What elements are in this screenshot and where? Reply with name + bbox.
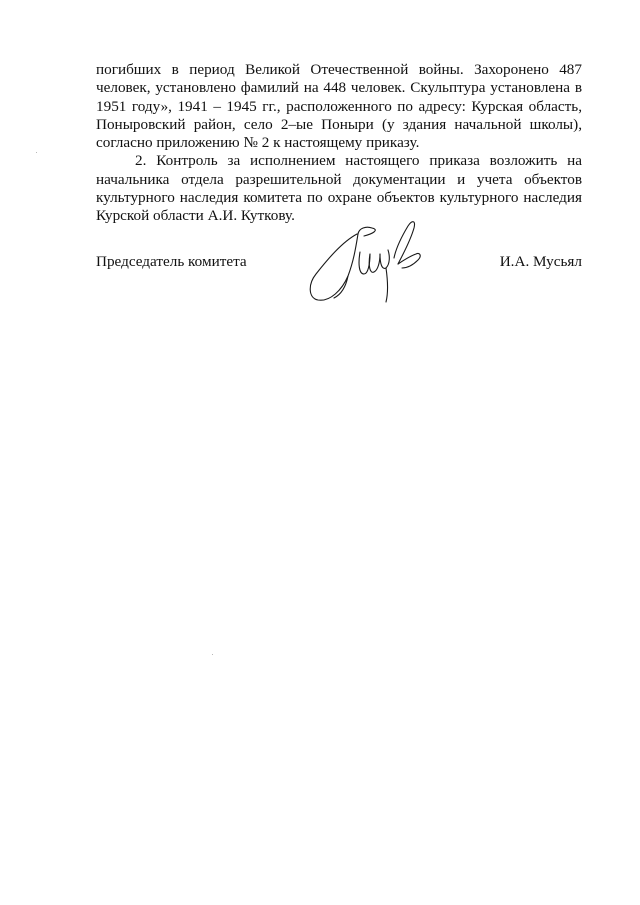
- handwritten-signature: [302, 212, 432, 312]
- signatory-name: И.А. Мусьял: [499, 253, 582, 270]
- document-body: [96, 61, 582, 226]
- paragraph-continuation: погибших в период Великой Отечественной войны. Захоронено 487 человек, установлено фамилий на 448 человек. Скульптура установлена в 1951 году», 1941 – 1945 гг., расположенного по адресу: Курская область, Поныровский район, село 2–ые Поныри (у здания начальной школы), согласно приложению № 2 к настоящему приказу.: [96, 61, 582, 152]
- scan-speck: [212, 654, 213, 655]
- scan-speck: [36, 152, 37, 153]
- paragraph-control-clause: 2. Контроль за исполнением настоящего приказа возложить на начальника отдела разрешительной документации и учета объектов культурного наследия комитета по охране объектов культурного наследия Курской области А.И. Куткову.: [96, 152, 582, 225]
- signatory-role: Председатель комитета: [96, 253, 247, 270]
